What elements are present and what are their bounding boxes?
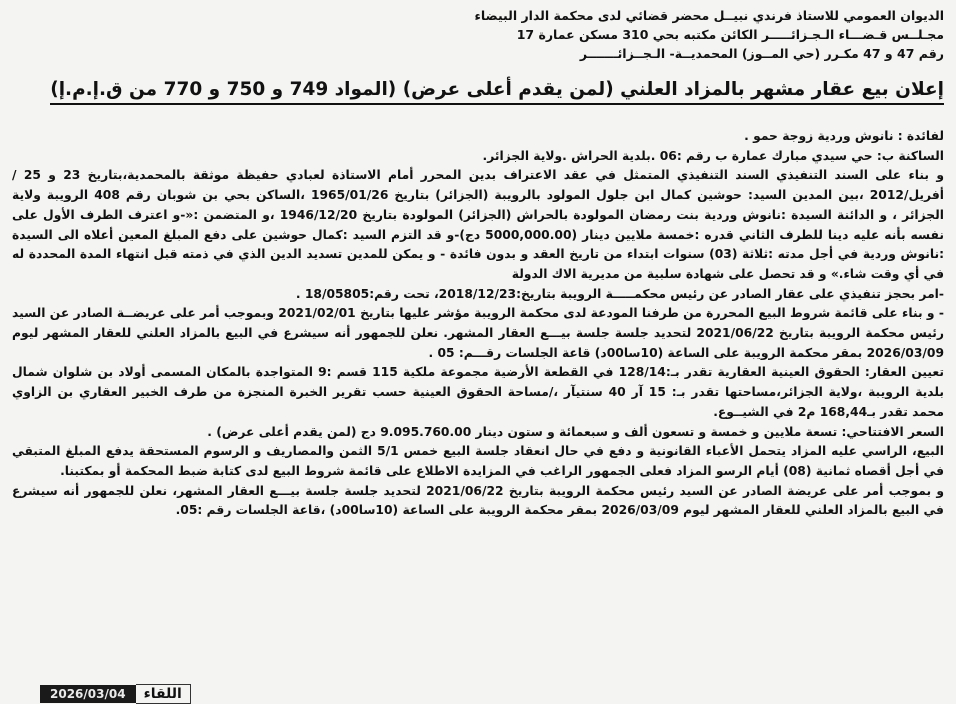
property-designation-paragraph: تعيين العقار: الحقوق العينية العقارية تقدر بـ:128/14 في القطعة الأرضية مجموعة ملكية 115 قسم :9 المتواجدة بالمكان المسمى أولاد بن شلوان شمال بلدية الرويبة ،ولاية الجزائر،مساحتها تقدر بـ: 15 آر 40 سنتيآر ،/مساحة الحقوق العينية حسب تقرير الخبرة المنجزة من طرف الخبير العقاري بن الزاوي محمد تقدر بـ168,44 م2 في الشيــوع. <box>12 365 945 419</box>
hearing-announcement-paragraph: و بموجب أمر على عريضة الصادر عن السيد رئيس محكمة الرويبة بتاريخ 2021/06/22 لتحديد جلسة جلسة بيـــع العقار المشهر، نعلن للجمهور أنه سيشرع في البيع بالمزاد العلني للعقار المشهر ليوم 2026/03/09 بمقر محكمة الرويبة على الساعة (10سا00د) ،قاعة الجلسات رقم :05. <box>12 483 944 518</box>
opening-price-paragraph: السعر الافتتاحي: تسعة ملايين و خمسة و تسعون ألف و سبعمائة و ستون دينار 9.095.760.00 دج (لمن يقدم أعلى عرض) . <box>207 424 944 439</box>
sale-terms-paragraph: البيع، الراسي عليه المزاد يتحمل الأعباء القانونية و دفع في حال انعقاد جلسة البيع خمس 5/1 الثمن والمصاريف و الرسوم المستحقة يدفع المبلغ المتبقي في أجل أقصاه ثمانية (08) أيام الرسو المزاد فعلى الجمهور الراغب في المزايدة الاطلاع على قائمة شروط البيع لدى كتابة ضبط المحكمة أو بمكتبنا. <box>12 444 944 478</box>
seizure-order-paragraph: -امر بحجز تنفيذي على عقار الصادر عن رئيس محكمـــــة الرويبة بتاريخ:2018/12/23، تحت رقم:18/05805 . <box>295 286 944 301</box>
sale-conditions-paragraph: - و بناء على قائمة شروط البيع المحررة من طرفنا المودعة لدى محكمة الرويبة مؤشر عليها بتاريخ 2021/02/01 وبموجب أمر على عريضــة الصادر عن السيد رئيس محكمة الرويبة بتاريخ 2021/06/22 لتحديد جلسة جلسة بيـــع العقار المشهر. نعلن للجمهور أنه سيشرع في البيع بالمزاد العلني للعقار المشهر ليوم 2026/03/09 بمقر محكمة الرويبة على الساعة (10سا00د) قاعة الجلسات رقـــم: 05 . <box>12 306 944 360</box>
notice-title-wrapper <box>12 77 944 113</box>
enforcement-title-paragraph: و بناء على السند التنفيذي السند التنفيذي المتمثل في عقد الاعتراف بدين المحرر أمام الاستاذة لعبادي حفيظة موثقة بالمحمدية،بتاريخ 23 و 25 /أفريل/2012 ،بين المدين السيد: حوشين كمال ابن جلول المولود بالرويبة (الجزائر) بتاريخ 1965/01/26 ،الساكن بحي بن شوبان رقم 408 الرويبة ولاية الجزائر ، و الدائنة السيدة :نانوش وردية بنت رمضان المولودة بالحراش (الجزائر) المولودة بتاريخ 1946/12/20 ،و المتضمن :«-و اعترف الطرف الأول على نفسه بأنه عليه دينا للطرف الثاني قدره :خمسة ملايين دينار (5000,000.00 دج)-و قد التزم السيد :كمال حوشين على دفع المبلغ المعين أعلاه الى السيدة :نانوش وردية في أجل مدته :ثلاثة (03) سنوات ابتداء من تاريخ العقد و بدون فائدة - و يمكن للمدين تسديد الدين الذي في ذمته قبل انتهاء المدة المحددة له في أي وقت شاء.» و قد تحصل على شهادة سلبية من مديرية الاك الدولة <box>12 168 944 281</box>
publication-date: 2026/03/04 <box>40 685 136 703</box>
office-header-line-2: مجـلــس قـضـــاء الـجـزائـــــر الكائن مكتبه بحي 310 مسكن عمارة 17 <box>516 27 944 42</box>
notice-body <box>12 127 944 521</box>
notice-title: إعلان بيع عقار مشهر بالمزاد العلني (لمن يقدم أعلى عرض) (المواد 749 و 750 و 770 من ق.إ.م.إ) <box>50 77 944 105</box>
beneficiary-paragraph: لفائدة : نانوش وردية زوجة حمو . <box>744 129 944 143</box>
publication-footer <box>40 685 191 703</box>
residence-paragraph: الساكنة ب: حي سيدي مبارك عمارة ب رقم :06 .بلدية الحراش .ولاية الجزائر. <box>482 148 944 163</box>
newspaper-name: اللقاء <box>136 684 191 704</box>
office-header-line-3: رقم 47 و 47 مكـرر (حي المــوز) المحمديــة- الـجــزائـــــــر <box>579 46 944 61</box>
office-header-line-1: الديوان العمومي للاستاذ فرندي نبيــل محضر قضائي لدى محكمة الدار البيضاء <box>474 8 944 23</box>
